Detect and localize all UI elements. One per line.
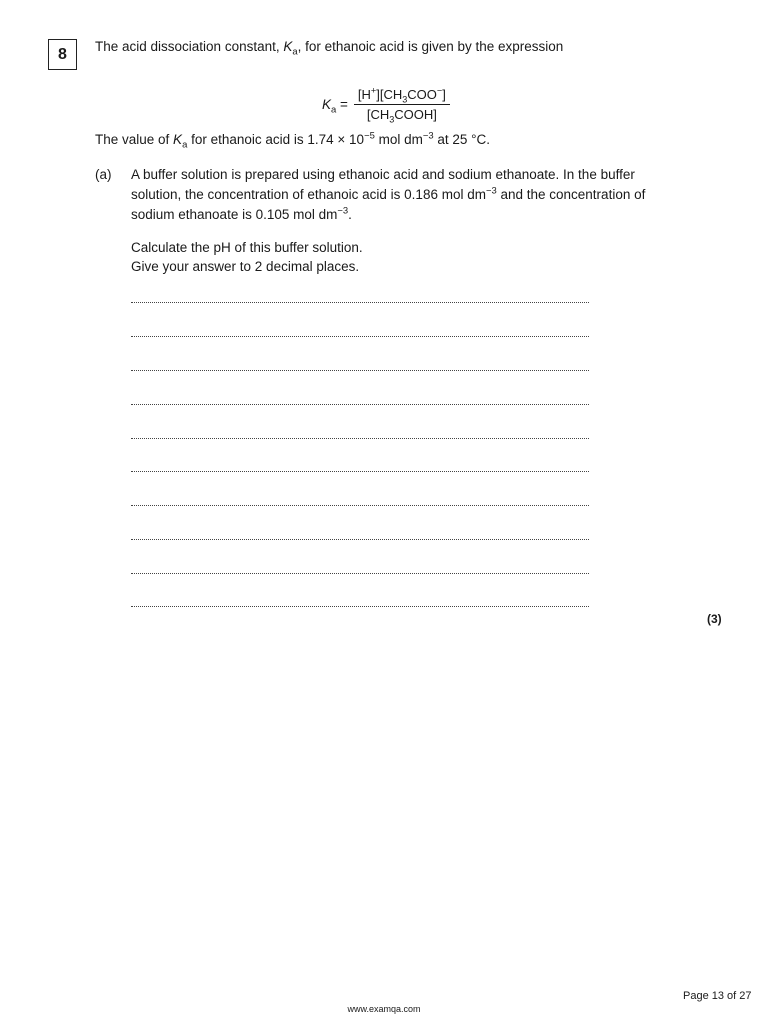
- question-intro: [95, 37, 563, 57]
- formula-fraction: [354, 85, 450, 125]
- formula-numerator: [354, 87, 450, 105]
- intro-text-end: , for ethanoic acid is given by the expression: [297, 39, 564, 54]
- ka-value-text: mol dm: [374, 132, 423, 147]
- num-sub: 3: [402, 94, 408, 105]
- answer-line[interactable]: [131, 404, 589, 405]
- formula-lhs: [322, 96, 348, 116]
- num-part: [H: [357, 86, 371, 102]
- exponent: −3: [337, 205, 349, 217]
- ka-value-text: for ethanoic acid is 1.74 × 10: [187, 132, 365, 147]
- instruction-decimal-places: Give your answer to 2 decimal places.: [131, 259, 360, 274]
- footer-website: www.examqa.com: [347, 1004, 421, 1014]
- answer-line[interactable]: [131, 539, 589, 540]
- num-sup: +: [370, 85, 377, 96]
- intro-text: The acid dissociation constant,: [95, 39, 284, 54]
- exponent: −3: [422, 130, 434, 142]
- answer-line[interactable]: [131, 336, 589, 337]
- num-part: ]: [442, 86, 446, 102]
- part-a-text: [131, 165, 691, 225]
- part-a-label: (a): [95, 167, 112, 182]
- formula-equals: =: [336, 96, 348, 112]
- line-text: sodium ethanoate is 0.105 mol dm: [131, 207, 338, 222]
- ka-expression: [322, 84, 450, 124]
- part-a-line-3: [131, 205, 691, 225]
- answer-line[interactable]: [131, 573, 589, 574]
- ka-subscript: a: [182, 139, 188, 151]
- ka-value-text: at 25 °C.: [433, 132, 491, 147]
- ka-subscript: a: [292, 46, 298, 58]
- answer-line[interactable]: [131, 438, 589, 439]
- answer-line[interactable]: [131, 370, 589, 371]
- part-a-instructions: [131, 238, 363, 276]
- ka-value-text: The value of: [95, 132, 174, 147]
- num-part: ][CH: [376, 86, 403, 102]
- answer-line[interactable]: [131, 471, 589, 472]
- line-text: .: [348, 207, 352, 222]
- den-part: COOH]: [394, 106, 437, 122]
- line-text: and the concentration of: [496, 187, 646, 202]
- answer-line[interactable]: [131, 505, 589, 506]
- num-sup: −: [436, 85, 443, 96]
- page-number: Page 13 of 27: [683, 990, 752, 1002]
- formula-denominator: [363, 105, 441, 125]
- question-number: 8: [58, 45, 67, 63]
- formula-k: K: [322, 96, 332, 112]
- question-number-box: [48, 39, 77, 70]
- den-sub: 3: [389, 114, 395, 125]
- exponent: −3: [485, 185, 497, 197]
- answer-line[interactable]: [131, 606, 589, 607]
- formula-k-sub: a: [331, 104, 337, 116]
- ka-symbol: K: [283, 39, 293, 54]
- marks-available: (3): [707, 612, 722, 626]
- ka-value-statement: [95, 130, 490, 150]
- den-part: [CH: [366, 106, 390, 122]
- line-text: solution, the concentration of ethanoic acid is 0.186 mol dm: [131, 187, 486, 202]
- part-a-line-1: A buffer solution is prepared using ethanoic acid and sodium ethanoate. In the buffer: [131, 167, 635, 182]
- instruction-calculate: Calculate the pH of this buffer solution.: [131, 240, 363, 255]
- exponent: −5: [364, 130, 375, 142]
- answer-line[interactable]: [131, 302, 589, 303]
- num-part: COO: [407, 86, 437, 102]
- ka-symbol: K: [173, 132, 183, 147]
- part-a-line-2: [131, 185, 691, 205]
